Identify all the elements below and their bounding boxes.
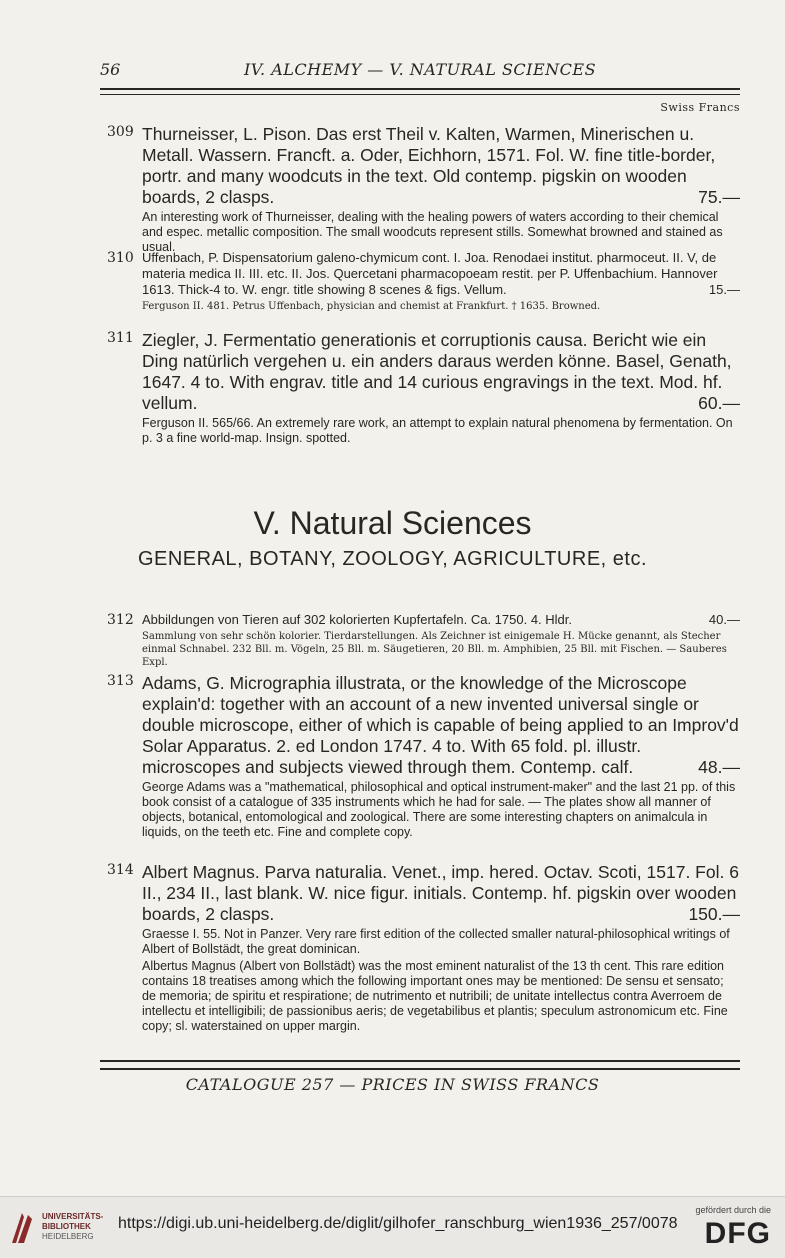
entry-note: An interesting work of Thurneisser, dealing with the healing powers of waters according to their chemical and espec. metallic composition. The small woodcuts represent stills. Somewhat browned and stained as usual.	[142, 210, 723, 254]
entry-description: Abbildungen von Tieren auf 302 kolorierten Kupfertafeln. Ca. 1750. 4. Hldr. 40.—	[142, 612, 740, 627]
dfg-logo: DFG	[704, 1217, 771, 1250]
entry-number: 310	[107, 250, 134, 266]
footer-catalogue: CATALOGUE 257 — PRICES IN SWISS FRANCS	[185, 1075, 600, 1094]
entry-312	[107, 612, 740, 669]
footer-rule	[100, 1060, 740, 1070]
entry-description: Thurneisser, L. Pison. Das erst Theil v. Kalten, Warmen, Minerischen u. Metall. Wassern. Francft. a. Oder, Eichhorn, 1571. Fol. W. fine title-border, portr. and many woodcuts in the text. Old contemp. pigskin on wooden boards, 2 clasps. 75.—	[142, 124, 740, 207]
entry-price: 40.—	[708, 612, 740, 627]
entry-price: 60.—	[698, 393, 740, 413]
entry-309	[107, 124, 740, 255]
library-logo-icon	[8, 1207, 36, 1247]
permalink-url[interactable]: https://digi.ub.uni-heidelberg.de/diglit/gilhofer_ranschburg_wien1936_257/0078	[118, 1215, 678, 1232]
entry-number: 314	[107, 862, 134, 878]
entry-note: Sammlung von sehr schön kolorier. Tierdarstellungen. Als Zeichner ist einigemale H. Mücke genannt, als Stecher einmal Schnabel. 232 Bll. m. Vögeln, 25 Bll. m. Säugetieren, 20 Bll. m. Amphibien, 25 Bll. mit Fischen. — Sauberes Expl.	[142, 631, 727, 668]
entry-number: 309	[107, 124, 134, 140]
funded-by-label: gefördert durch die	[695, 1205, 771, 1215]
entry-311	[107, 330, 740, 446]
entry-314	[107, 862, 740, 1034]
entry-note: Ferguson II. 481. Petrus Uffenbach, physician and chemist at Frankfurt. † 1635. Browned.	[142, 301, 601, 312]
entry-number: 311	[107, 330, 134, 346]
entry-number: 313	[107, 673, 134, 689]
running-title: IV. ALCHEMY — V. NATURAL SCIENCES	[243, 60, 597, 79]
currency-note: Swiss Francs	[660, 101, 740, 114]
entry-price: 75.—	[698, 187, 740, 207]
entry-310	[107, 250, 740, 313]
header-rule	[100, 88, 740, 95]
section-subtitle: GENERAL, BOTANY, ZOOLOGY, AGRICULTURE, etc.	[137, 548, 648, 570]
entry-description: Ziegler, J. Fermentatio generationis et corruptionis causa. Bericht wie ein Ding natürlich vergehen u. ein anders daraus werden könne. Basel, Genath, 1647. 4 to. With engrav. title and 14 curious engravings in the text. Mod. hf. vellum. 60.—	[142, 330, 740, 413]
entry-description: Uffenbach, P. Dispensatorium galeno-chymicum cont. I. Joa. Renodaei institut. pharmoceut. II. V, de materia medica II. III. etc. II. Jos. Quercetani pharmacopoeam restit. per P. Uffenbachium. Hannover 1613. Thick-4 to. W. engr. title showing 8 scenes & figs. Vellum. 15.—	[142, 250, 740, 297]
entry-price: 150.—	[688, 904, 740, 924]
entry-note: Ferguson II. 565/66. An extremely rare work, an attempt to explain natural phenomena by fermentation. On p. 3 a fine world-map. Insign. spotted.	[142, 416, 733, 445]
library-name: UNIVERSITÄTS- BIBLIOTHEK HEIDELBERG	[42, 1212, 104, 1241]
entry-number: 312	[107, 612, 134, 628]
entry-note-2: Albertus Magnus (Albert von Bollstädt) was the most eminent naturalist of the 13 th cent. This rare edition contains 18 treatises among which the following important ones may be mentioned: De sensu et sensato; de memoria; de spiritu et respiratione; de nutrimento et nutribili; de unitate intellectus contra Averroem de intellectu et intelligibili; de passionibus aeris; de vegetabilibus et plantis; speculum astronomicum etc. Fine copy; sl. waterstained on upper margin.	[142, 959, 728, 1033]
section-title: V. Natural Sciences	[253, 505, 532, 541]
entry-description: Adams, G. Micrographia illustrata, or the knowledge of the Microscope explain'd: together with an account of a new invented universal single or double microscope, either of which is capable of being applied to an Improv'd Solar Apparatus. 2. ed London 1747. 4 to. With 65 fold. pl. illustr. microscopes and subjects viewed through them. Contemp. calf. 48.—	[142, 673, 740, 777]
entry-note: Graesse I. 55. Not in Panzer. Very rare first edition of the collected smaller natural-philosophical writings of Albert of Bollstädt, the great dominican.	[142, 927, 730, 956]
running-header	[100, 60, 740, 82]
entry-313	[107, 673, 740, 840]
entry-price: 48.—	[698, 757, 740, 777]
entry-description: Albert Magnus. Parva naturalia. Venet., imp. hered. Octav. Scoti, 1517. Fol. 6 II., 234 II., last blank. W. nice figur. initials. Contemp. hf. pigskin over wooden boards, 2 clasps. 150.—	[142, 862, 740, 924]
page-number: 56	[100, 60, 121, 79]
viewer-footer-bar	[0, 1196, 785, 1258]
entry-note: George Adams was a "mathematical, philosophical and optical instrument-maker" and the last 21 pp. of this book consist of a catalogue of 335 instruments which he had for sale. — The plates show all manner of objects, botanical, entomological and zoological. There are some interesting chapters on animalcula in liquids, on the teeth etc. Fine and complete copy.	[142, 780, 736, 839]
entry-price: 15.—	[708, 282, 740, 297]
